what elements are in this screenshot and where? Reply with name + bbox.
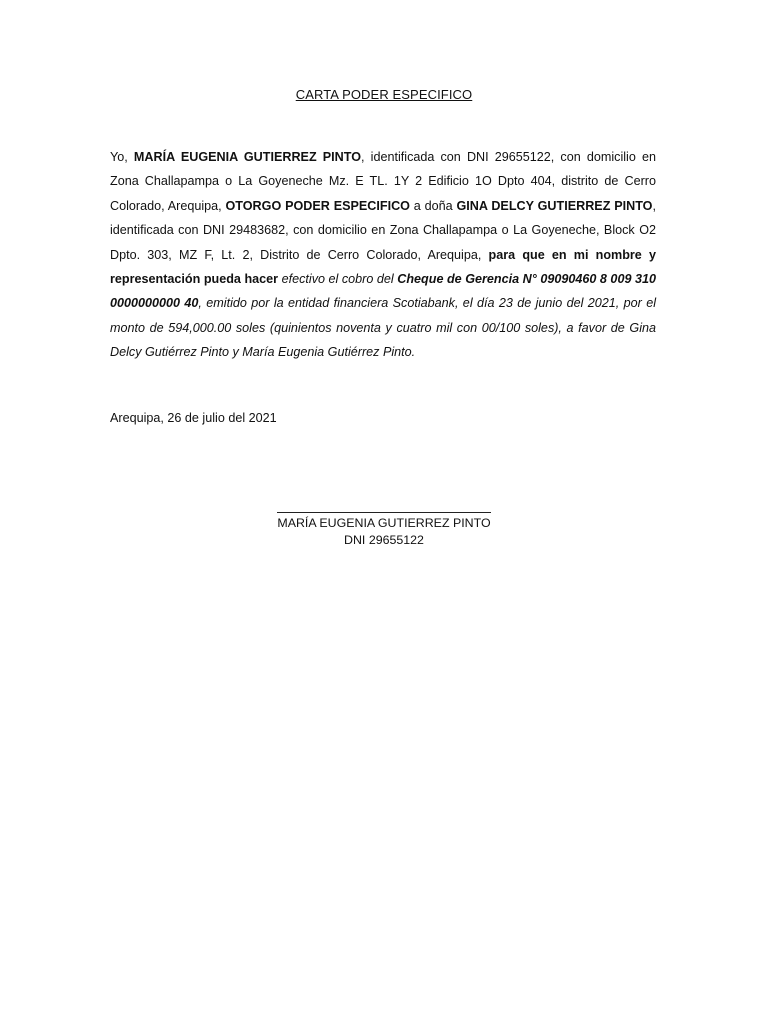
- paragraph-text: , identificada con DNI 29655122, con domicilio en Zona Challapampa o La Goyeneche Mz. E TL. 1Y 2 Edificio 1O Dpto 404, distrito de Cerro Colorado, Arequipa,: [110, 150, 656, 213]
- signature-line: [277, 500, 491, 513]
- purpose-clause: para que en mi nombre y representación pueda hacer: [110, 247, 656, 287]
- body-paragraph: [110, 145, 656, 365]
- grantor-name: MARÍA EUGENIA GUTIERREZ PINTO: [133, 150, 362, 164]
- grant-statement: OTORGO PODER ESPECIFICO: [225, 198, 410, 213]
- document-title: CARTA PODER ESPECIFICO: [295, 87, 473, 102]
- paragraph-italic-text: efectivo el cobro del: [278, 272, 398, 287]
- signer-name: MARÍA EUGENIA GUTIERREZ PINTO: [277, 516, 491, 530]
- paragraph-text: , identificada con DNI 29483682, con domicilio en Zona Challapampa o La Goyeneche, Block O2 Dpto. 303, MZ F, Lt. 2, Distrito de Cerro Colorado, Arequipa,: [110, 198, 656, 262]
- paragraph-italic-text: , emitido por la entidad financiera Scotiabank, el día 23 de junio del 2021, por el monto de 594,000.00 soles (quinientos noventa y cuatro mil con 00/100 soles), a favor de Gina Delcy Gutiérrez Pinto y María Eugenia Gutiérrez Pinto.: [110, 296, 656, 360]
- signer-dni: DNI 29655122: [344, 533, 424, 547]
- cheque-reference: Cheque de Gerencia N° 09090460 8 009 310 0000000000 40: [110, 272, 656, 311]
- signature-block: [230, 500, 538, 549]
- grantee-name: GINA DELCY GUTIERREZ PINTO: [456, 198, 653, 213]
- date-line: Arequipa, 26 de julio del 2021: [110, 411, 277, 425]
- paragraph-text: a doña: [409, 198, 457, 213]
- paragraph-text: Yo,: [110, 150, 134, 164]
